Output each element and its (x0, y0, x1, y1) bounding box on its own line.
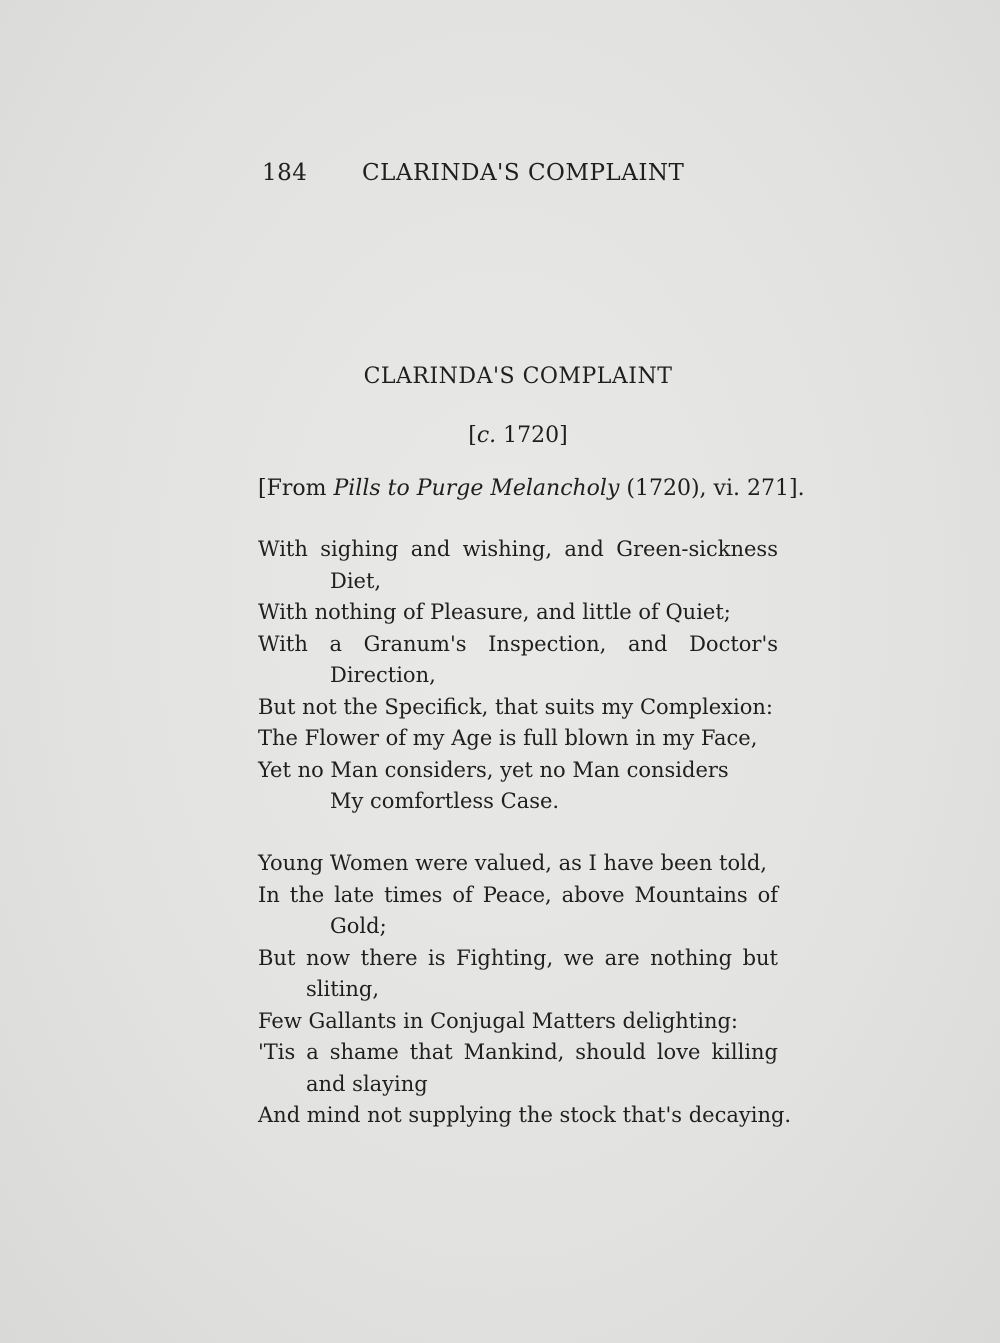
verse-line: Few Gallants in Conjugal Matters delighting: (258, 1008, 738, 1033)
running-head (262, 160, 702, 186)
poem-title: CLARINDA'S COMPLAINT (363, 364, 673, 389)
date-year: 1720] (496, 423, 568, 448)
verse-line-turnover: Diet, (330, 568, 382, 593)
stanza-1 (258, 534, 788, 818)
verse-line-refrain: My comfortless Case. (330, 789, 560, 813)
date-circa: c. (476, 423, 497, 448)
verse-line: But not the Specifick, that suits my Complexion: (258, 694, 773, 719)
verse-line: Young Women were valued, as I have been told, (258, 851, 767, 875)
verse-line: In the late times of Peace, above Mountains of (258, 882, 778, 907)
verse-line: Yet no Man considers, yet no Man considers (258, 757, 729, 782)
verse-line-turnover: Direction, (330, 663, 436, 687)
verse-line-turnover: and slaying (306, 1071, 428, 1096)
source-suffix: (1720), vi. 271]. (619, 476, 805, 501)
stanza-2 (258, 848, 792, 1132)
running-title: CLARINDA'S COMPLAINT (362, 160, 685, 186)
verse-line-turnover: Gold; (330, 914, 387, 938)
verse-line: With a Granum's Inspection, and Doctor's (258, 631, 778, 656)
verse-line: With sighing and wishing, and Green-sickness (258, 537, 778, 561)
verse-line: The Flower of my Age is full blown in my Face, (258, 726, 758, 750)
verse-line: 'Tis a shame that Mankind, should love killing (258, 1040, 778, 1064)
verse-line-turnover: sliting, (306, 977, 380, 1001)
poem-date (258, 423, 778, 448)
page-number: 184 (262, 160, 308, 186)
source-prefix: [From (258, 476, 334, 501)
verse-line: And mind not supplying the stock that's decaying. (258, 1103, 792, 1127)
source-note (258, 476, 805, 501)
date-open-bracket: [ (468, 423, 477, 448)
verse-line: But now there is Fighting, we are nothing but (258, 945, 778, 970)
source-work-title: Pills to Purge Melancholy (333, 476, 620, 501)
verse-line: With nothing of Pleasure, and little of Quiet; (258, 600, 731, 624)
